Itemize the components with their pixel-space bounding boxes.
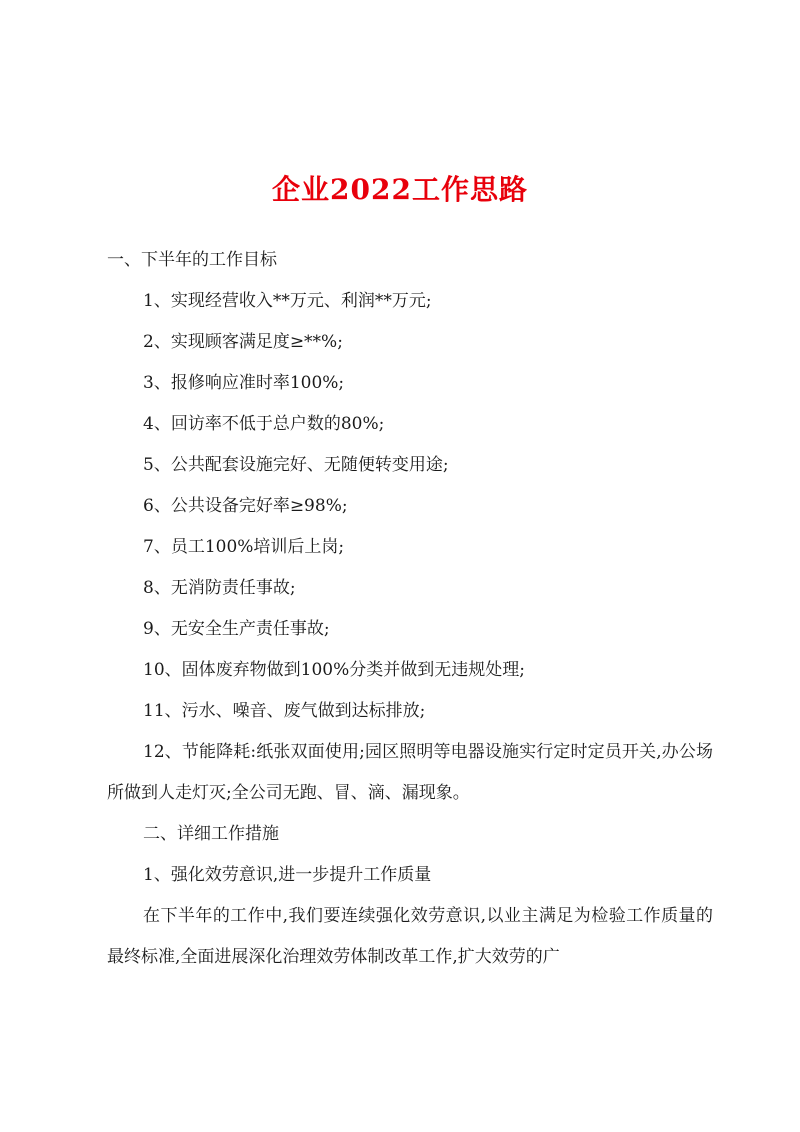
measure-heading: 1、强化效劳意识,进一步提升工作质量 — [143, 865, 432, 885]
document-title: 企业2022工作思路 — [272, 173, 528, 206]
goal-item: 3、报修响应准时率100%; — [143, 373, 345, 393]
goal-item: 10、固体废弃物做到100%分类并做到无违规处理; — [143, 660, 525, 680]
goal-item-energy: 12、节能降耗:纸张双面使用;园区照明等电器设施实行定时定员开关,办公场所做到人走灯灭;全公司无跑、冒、滴、漏现象。 — [107, 742, 713, 803]
section-heading-measures: 二、详细工作措施 — [143, 824, 279, 844]
goal-item: 8、无消防责任事故; — [143, 578, 296, 598]
goal-item: 5、公共配套设施完好、无随便转变用途; — [143, 455, 449, 475]
goal-item: 7、员工100%培训后上岗; — [143, 537, 345, 557]
goal-item: 9、无安全生产责任事故; — [143, 619, 330, 639]
goal-item: 6、公共设备完好率≥98%; — [143, 496, 348, 516]
goal-item: 11、污水、噪音、废气做到达标排放; — [143, 701, 426, 721]
section-heading-goals: 一、下半年的工作目标 — [107, 250, 277, 270]
goal-item: 4、回访率不低于总户数的80%; — [143, 414, 385, 434]
document-body — [107, 240, 713, 978]
goal-item: 1、实现经营收入**万元、利润**万元; — [143, 291, 432, 311]
measure-paragraph: 在下半年的工作中,我们要连续强化效劳意识,以业主满足为检验工作质量的最终标准,全面进展深化治理效劳体制改革工作,扩大效劳的广 — [107, 906, 713, 967]
goal-item: 2、实现顾客满足度≥**%; — [143, 332, 343, 352]
